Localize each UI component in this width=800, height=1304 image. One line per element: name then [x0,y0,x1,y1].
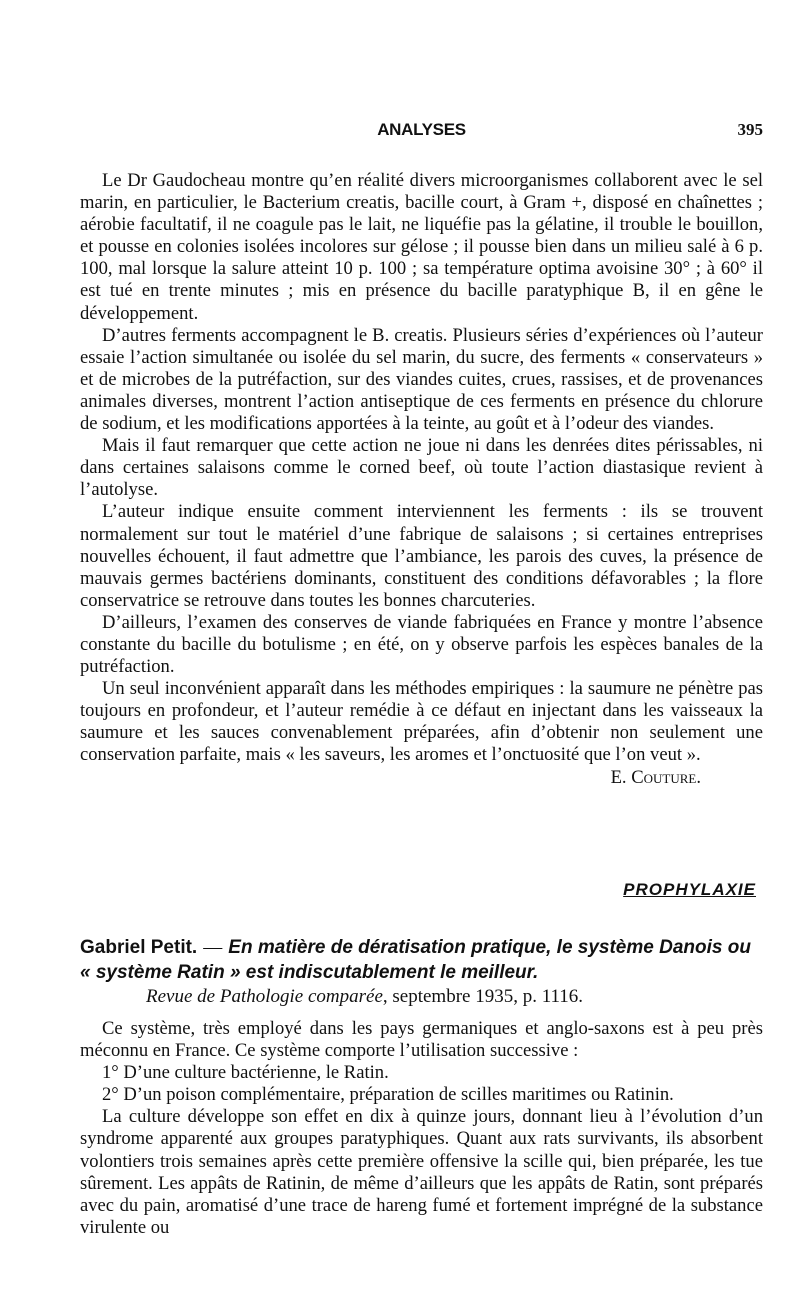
analysis-body [80,170,763,789]
running-head: ANALYSES [377,120,466,139]
paragraph: Le Dr Gaudocheau montre qu’en réalité divers microorganismes collaborent avec le sel marin, en particulier, le Bacterium creatis, bacille court, à Gram +, disposé en chaînettes ; aérobie facultatif, il ne coagule pas le lait, ne liquéfie pas la gélatine, il trouble le bouillon, et pousse en colonies isolées incolores sur gélose ; il pousse bien dans un milieu salé à 6 p. 100, mal lorsque la salure atteint 10 p. 100 ; sa température optima avoisine 30° ; à 60° il est tué en trente minutes ; mis en présence du bacille paratyphique B, il en gêne le développement. [80,170,763,324]
signature: E. Couture. [610,766,701,788]
reference-dash: — [203,937,223,958]
prophylaxie-body [80,1018,763,1239]
page-header [80,120,763,148]
reference-details: , septembre 1935, p. 1116. [382,986,584,1007]
paragraph: Ce système, très employé dans les pays germaniques et anglo-saxons est à peu près méconnu en France. Ce système comporte l’utilisation successive : [80,1018,763,1062]
reference-author: Gabriel Petit. [80,937,198,958]
list-item: 2° D’un poison complémentaire, préparation de scilles maritimes ou Ratinin. [102,1084,674,1106]
paragraph: D’ailleurs, l’examen des conserves de viande fabriquées en France y montre l’absence constante du bacille du botulisme ; en été, on y observe parfois les espèces banales de la putréfaction. [80,611,763,678]
article-reference [80,935,763,1009]
section-heading: PROPHYLAXIE [623,880,756,899]
paragraph-text: Un seul inconvénient apparaît dans les méthodes empiriques : la saumure ne pénètre pas toujours en profondeur, et l’auteur remédie à ce défaut en injectant dans les vaisseaux la saumure et les sauces convenablement préparées, afin d’obtenir non seulement une conservation parfaite, mais « les saveurs, les aromes et l’onctuosité que l’on veut ». [80,678,763,766]
paragraph: D’autres ferments accompagnent le B. creatis. Plusieurs séries d’expériences où l’auteur essaie l’action simultanée ou isolée du sel marin, du sucre, des ferments « conservateurs » et de microbes de la putréfaction, sur des viandes cuites, crues, rassises, et de provenances animales diverses, montrent l’action antiseptique de ces ferments en présence du chlorure de sodium, et les modifications apportées à la teinte, au goût et à l’odeur des viandes. [80,324,763,435]
reference-journal: Revue de Pathologie comparée [146,986,383,1007]
paragraph: Mais il faut remarquer que cette action ne joue ni dans les denrées dites périssables, ni dans certaines salaisons comme le corned beef, où toute l’action diastasique revient à l’autolyse. [80,435,763,501]
list-item: 1° D’une culture bactérienne, le Ratin. [102,1062,389,1084]
paragraph: L’auteur indique ensuite comment interviennent les ferments : ils se trouvent normalement sur tout le matériel d’une fabrique de salaisons ; si certaines entreprises nouvelles échouent, il faut admettre que l’ambiance, les parois des cuves, la présence de mauvais germes bactériens dominants, constituent des conditions défavorables ; la flore conservatrice se retrouve dans toutes les bonnes charcuteries. [80,501,763,611]
reference-citation [80,985,763,1009]
reference-title: En matière de dératisation pratique, le système Danois ou « système Ratin » est indiscutablement le meilleur. [80,937,751,983]
paragraph: La culture développe son effet en dix à quinze jours, donnant lieu à l’évolution d’un syndrome apparenté aux groupes paratyphiques. Quant aux rats survivants, ils absorbent volontiers trois semaines après cette première offensive la scille qui, bien préparée, les tue sûrement. Les appâts de Ratinin, de même d’ailleurs que les appâts de Ratin, sont préparés avec du pain, aromatisé d’une trace de hareng fumé et fortement imprégné de la substance virulente ou [80,1106,763,1238]
reference-title-line [80,935,763,985]
paragraph-last [80,678,763,788]
page-number: 395 [737,120,763,139]
